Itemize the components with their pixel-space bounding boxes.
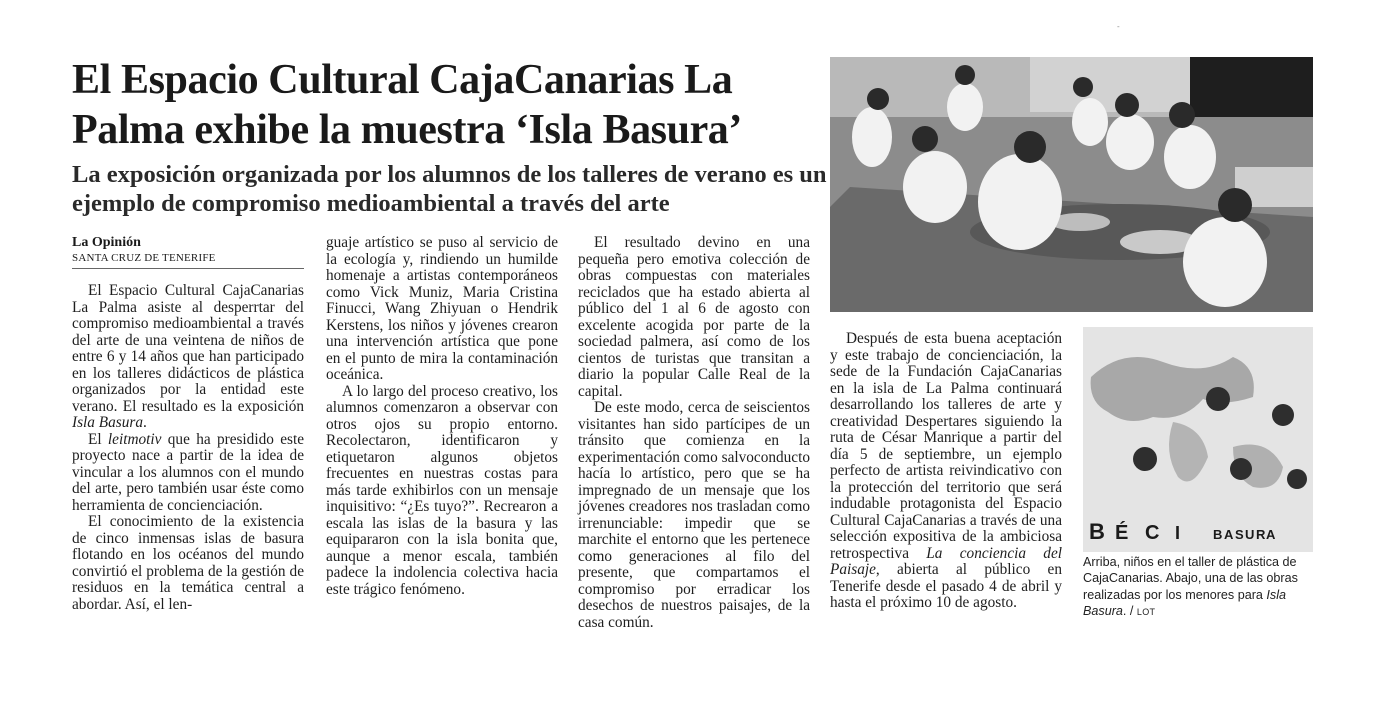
artwork-photo-illustration bbox=[1083, 327, 1313, 552]
paragraph-text: . bbox=[142, 414, 147, 431]
byline-source: La Opinión bbox=[72, 235, 141, 250]
artwork-letter: C bbox=[1145, 522, 1160, 544]
article-column-4 bbox=[830, 331, 1062, 612]
artwork-letter: R bbox=[1256, 527, 1266, 542]
caption-text: . / bbox=[1122, 603, 1137, 618]
paragraph-text: , abierta al público en Tenerife desde el pasado 4 de abril y hasta el próximo 10 de agosto. bbox=[830, 561, 1062, 611]
article-column-1 bbox=[72, 283, 304, 613]
caption-text: Arriba, niños en el taller de plástica de CajaCanarias. Abajo, una de las obras realizadas por los menores para bbox=[1083, 555, 1298, 602]
paragraph-text: El bbox=[88, 430, 108, 448]
artwork-letter: I bbox=[1175, 523, 1181, 543]
paragraph: El conocimiento de la existencia de cinco inmensas islas de basura flotando en los océanos del mundo convirtió el problema de la gestión de residuos en la temática central a abordar. Así, el len- bbox=[72, 513, 304, 613]
exhibition-title: La conciencia del Paisaje bbox=[830, 544, 1062, 578]
artwork-letter: S bbox=[1235, 527, 1244, 542]
byline bbox=[72, 235, 304, 269]
caption-exhibition-title: Isla Basura bbox=[1083, 587, 1287, 618]
article-subheadline: La exposición organizada por los alumnos de los talleres de verano es un ejemplo de compromiso medioambiental a través del arte bbox=[72, 161, 827, 217]
paragraph: El resultado devino en una pequeña pero emotiva colección de obras compuestas con materiales reciclados que ha estado abierta al público del 1 al 6 de agosto con excelente acogida por parte de la sociedad palmera, así como de los cientos de turistas que transitan a diario la popular Calle Real de la capital. bbox=[578, 234, 810, 400]
paragraph: guaje artístico se puso al servicio de la ecología y, rindiendo un humilde homenaje a artistas contemporáneos como Vick Muniz, Maria Cristina Finucci, Wang Zhiyuan o Hendrik Kerstens, los niños y jóvenes crearon una intervención artística que pone en el punto de mira la contaminación oceánica. bbox=[326, 234, 558, 383]
paragraph-text: Después de esta buena aceptación y este trabajo de concienciación, la sede de la Fundación CajaCanarias en la isla de La Palma continuará desarrollando los talleres de arte y creatividad Despertares siguiendo la ruta de César Manrique a partir del día 5 de septiembre, un ejemplo perfecto de artista reivindicativo con la protección del territorio que será indudable protagonista del Espacio Cultural CajaCanarias a través de una selección expositiva de la ambiciosa retrospectiva bbox=[830, 330, 1062, 562]
workshop-photo-illustration bbox=[830, 57, 1313, 312]
paragraph bbox=[72, 432, 304, 515]
artwork-letter: A bbox=[1266, 527, 1276, 542]
paragraph: A lo largo del proceso creativo, los alumnos comenzaron a observar con otros ojos su propio entorno. Recolectaron, identificaron y etiquetaron algunos objetos frecuentes en nuestras costas para más tarde exhibirlos con un mensaje inquisitivo: “¿Es tuyo?”. Recrearon a escala las islas de la basura y las equipararon con la isla bonita que, aunque a menor escala, también padece la indolencia colectiva hacia este trágico fenómeno. bbox=[326, 382, 558, 598]
article-column-2 bbox=[326, 235, 558, 598]
workshop-photo bbox=[830, 57, 1313, 312]
artwork-letter: U bbox=[1245, 527, 1255, 542]
emphasized-term: leitmotiv bbox=[107, 430, 162, 448]
paragraph bbox=[830, 331, 1062, 612]
artwork-letter: A bbox=[1224, 527, 1234, 542]
paragraph-text: que ha presidido este proyecto nace a partir de la idea de vincular a los alumnos con el mundo del arte, pero también usar éste como herramienta de concienciación. bbox=[72, 430, 304, 514]
paragraph-text: El Espacio Cultural CajaCanarias La Palma asiste al desperrtar del compromiso medioambiental a través del arte de una veintena de niños de entre 6 y 14 años que han participado en los talleres didácticos de plástica organizados por la entidad este verano. El resultado es la exposición bbox=[72, 282, 304, 415]
article-column-3 bbox=[578, 235, 810, 631]
artwork-letter: É bbox=[1115, 522, 1129, 544]
photo-credit: LOT bbox=[1136, 606, 1156, 617]
article-headline: El Espacio Cultural CajaCanarias La Palma exhibe la muestra ‘Isla Basura’ bbox=[72, 57, 742, 153]
paragraph: De este modo, cerca de seiscientos visitantes han sido partícipes de un tránsito que comienza en la experimentación como salvoconducto hacía lo artístico, pero que se ha impregnado de un mensaje que los jóvenes creadores nos trasladan como irrenunciable: impedir que se marchite el entorno que les pertenece como generaciones al filo del presente, que compartamos el compromiso por erradicar los desechos de nuestros paisajes, de la casa común. bbox=[578, 399, 810, 631]
artwork-letter: B bbox=[1213, 527, 1223, 542]
photo-caption bbox=[1083, 554, 1313, 620]
paragraph bbox=[72, 283, 304, 432]
page-corner-mark: - bbox=[1117, 22, 1120, 31]
artwork-letter: B bbox=[1089, 519, 1105, 544]
byline-place: SANTA CRUZ DE TENERIFE bbox=[72, 251, 304, 269]
exhibition-title: Isla Basura bbox=[72, 414, 143, 431]
artwork-photo bbox=[1083, 327, 1313, 552]
